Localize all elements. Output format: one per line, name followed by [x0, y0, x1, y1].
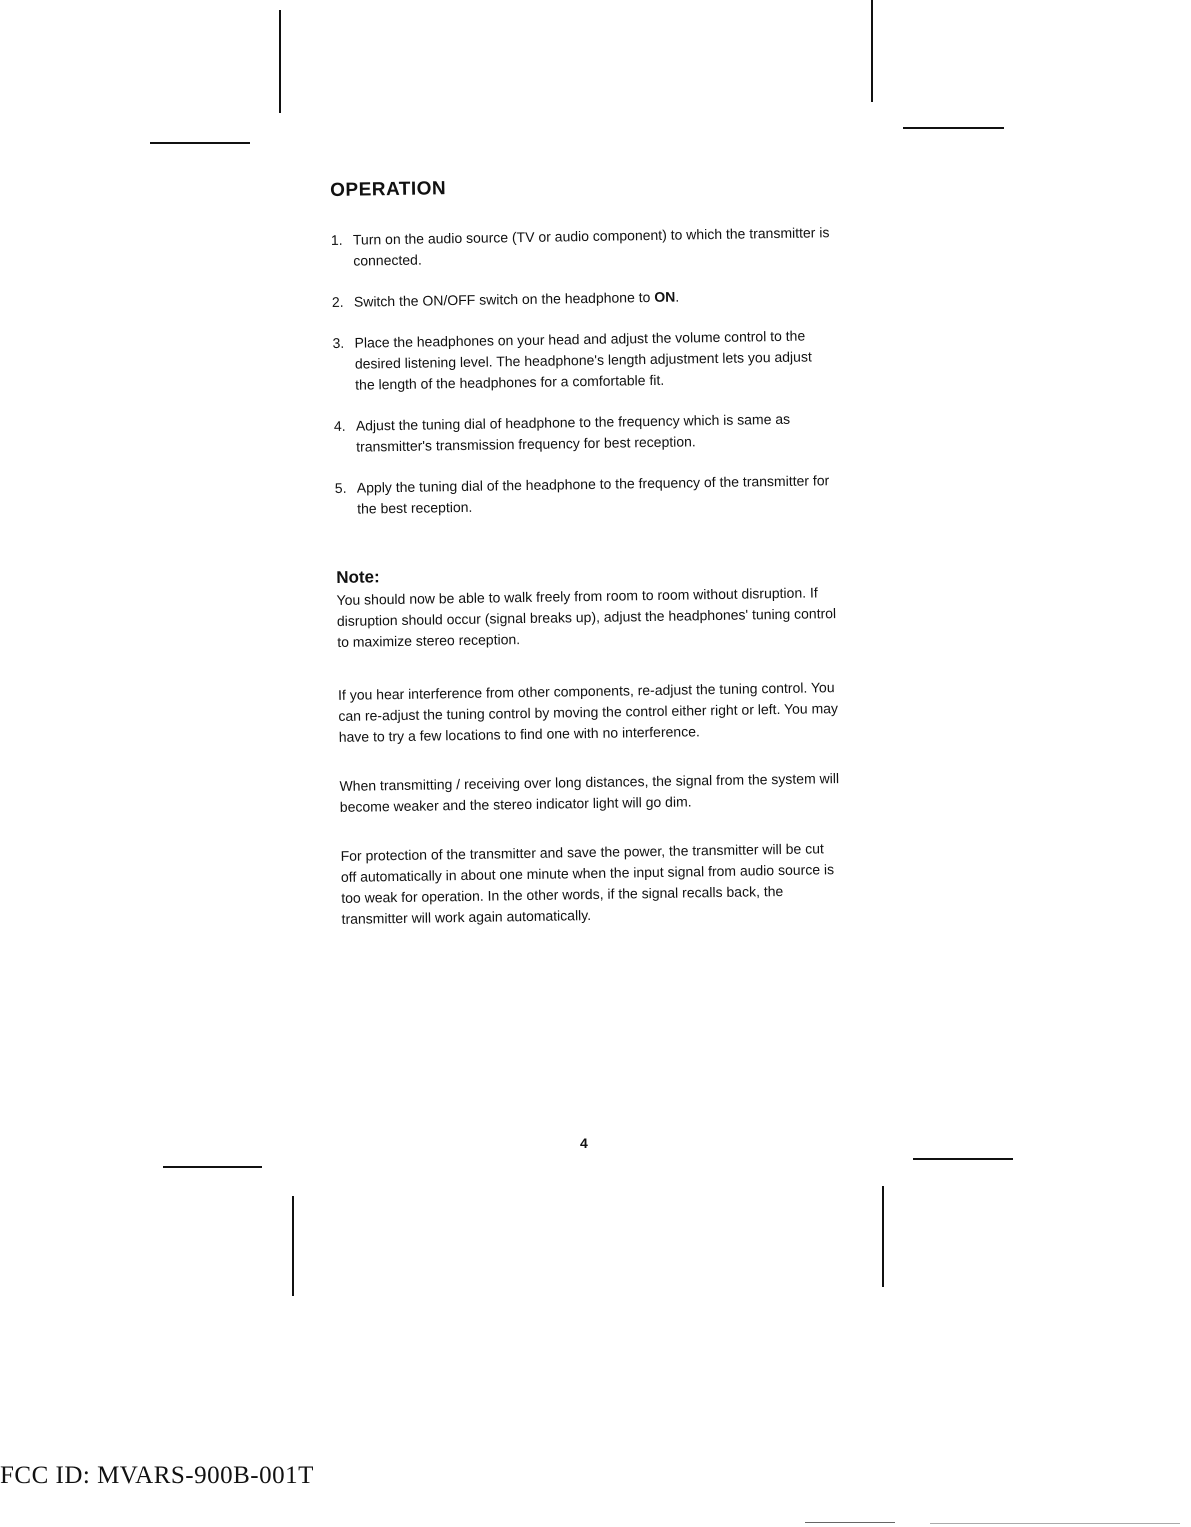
section-heading: OPERATION — [330, 178, 447, 201]
crop-mark-top-left-horizontal — [150, 142, 250, 144]
crop-mark-bottom-right-vertical — [882, 1186, 884, 1287]
step-text: Switch the ON/OFF switch on the headphone to — [353, 288, 655, 310]
step-item — [335, 470, 836, 520]
operation-steps-list — [331, 222, 835, 520]
crop-mark-bottom-left-vertical — [292, 1196, 294, 1296]
step-text: Apply the tuning dial of the headphone to the frequency of the transmitter for the best reception. — [356, 472, 830, 517]
step-item — [332, 325, 833, 396]
operation-section — [330, 172, 842, 958]
step-item — [332, 284, 832, 313]
scan-speck — [805, 1522, 895, 1523]
note-heading: Note: — [336, 567, 380, 587]
crop-mark-top-right-horizontal — [903, 127, 1004, 129]
note-paragraph: For protection of the transmitter and save the power, the transmitter will be cut off automatically in about one minute when the input signal from audio source is too weak for operation. In the other words, if the signal recalls back, the transmitter will work again automatically. — [340, 840, 835, 927]
page-number: 4 — [580, 1135, 588, 1151]
note-paragraph: You should now be able to walk freely from room to room without disruption. If disruption should occur (signal breaks up), adjust the headphones' tuning control to maximize stereo reception. — [336, 584, 837, 650]
step-emphasis: ON — [654, 288, 676, 305]
step-item — [334, 408, 835, 458]
step-text: Place the headphones on your head and adjust the volume control to the desired listening level. The headphone's length adjustment lets you adjust the length of the headphones for a comfortable fit. — [354, 327, 812, 393]
note-paragraph: If you hear interference from other components, re-adjust the tuning control. You can re-adjust the tuning control by moving the control either right or left. You may have to try a few locations to find one with no interference. — [337, 679, 839, 745]
note-paragraph: When transmitting / receiving over long distances, the signal from the system will become weaker and the stereo indicator light will go dim. — [339, 770, 840, 815]
step-number: 5. — [334, 479, 347, 496]
step-number: 4. — [333, 417, 346, 434]
step-text-end: . — [675, 288, 680, 305]
fcc-id-footer: FCC ID: MVARS-900B-001T — [0, 1462, 314, 1489]
step-number: 3. — [332, 334, 345, 351]
step-number: 1. — [330, 231, 343, 248]
crop-mark-bottom-left-horizontal — [163, 1166, 262, 1168]
step-text: Turn on the audio source (TV or audio component) to which the transmitter is connected. — [352, 224, 830, 269]
step-text: Adjust the tuning dial of headphone to the frequency which is same as transmitter's transmission frequency for best reception. — [355, 410, 791, 455]
crop-mark-top-right-vertical — [871, 0, 873, 102]
step-number: 2. — [331, 293, 344, 310]
scan-speck — [930, 1523, 1180, 1524]
crop-mark-bottom-right-horizontal — [913, 1158, 1013, 1160]
step-item — [331, 222, 832, 272]
crop-mark-top-left-vertical — [279, 10, 281, 113]
